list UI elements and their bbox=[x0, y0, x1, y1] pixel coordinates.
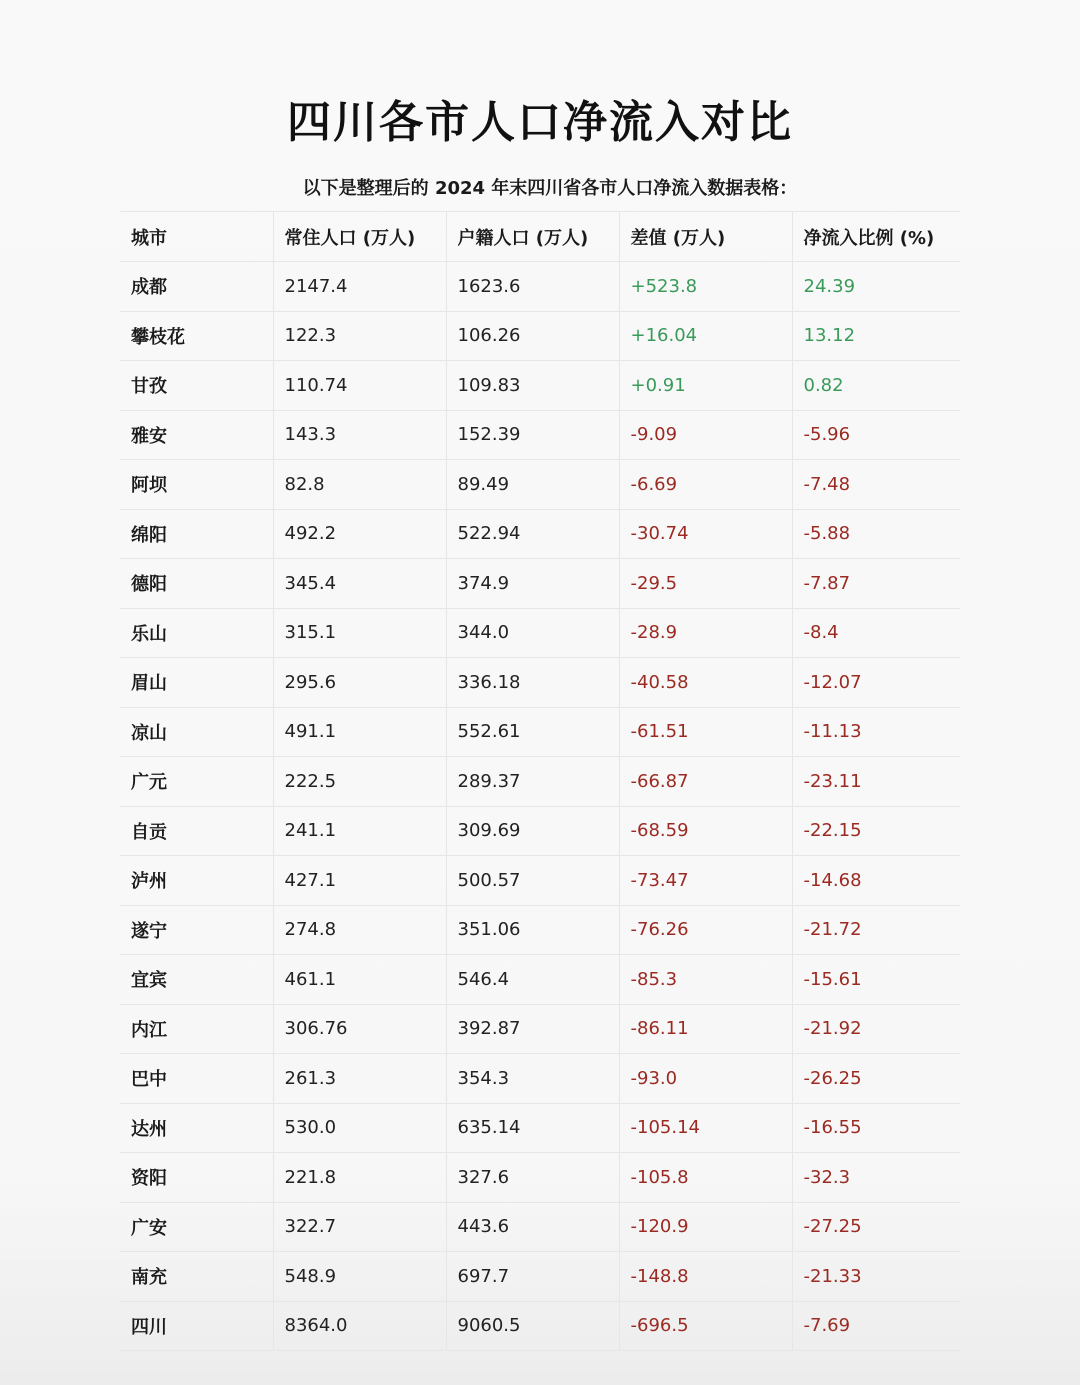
city-cell: 南充 bbox=[120, 1252, 273, 1302]
registered-population-cell: 336.18 bbox=[446, 658, 619, 708]
city-cell: 眉山 bbox=[120, 658, 273, 708]
resident-population-cell: 315.1 bbox=[273, 608, 446, 658]
city-cell: 甘孜 bbox=[120, 361, 273, 411]
registered-population-cell: 152.39 bbox=[446, 410, 619, 460]
table-row bbox=[120, 955, 960, 1005]
city-cell: 广安 bbox=[120, 1202, 273, 1252]
page-subtitle: 以下是整理后的 2024 年末四川省各市人口净流入数据表格： bbox=[302, 178, 798, 199]
net-inflow-ratio-cell: 0.82 bbox=[792, 361, 960, 411]
resident-population-cell: 492.2 bbox=[273, 509, 446, 559]
table-row bbox=[120, 1252, 960, 1302]
resident-population-cell: 530.0 bbox=[273, 1103, 446, 1153]
difference-cell: +16.04 bbox=[619, 311, 792, 361]
registered-population-cell: 546.4 bbox=[446, 955, 619, 1005]
registered-population-cell: 344.0 bbox=[446, 608, 619, 658]
resident-population-cell: 2147.4 bbox=[273, 262, 446, 312]
city-cell: 雅安 bbox=[120, 410, 273, 460]
resident-population-cell: 345.4 bbox=[273, 559, 446, 609]
resident-population-cell: 82.8 bbox=[273, 460, 446, 510]
registered-population-cell: 500.57 bbox=[446, 856, 619, 906]
difference-cell: -105.14 bbox=[619, 1103, 792, 1153]
resident-population-cell: 322.7 bbox=[273, 1202, 446, 1252]
registered-population-cell: 443.6 bbox=[446, 1202, 619, 1252]
difference-cell: -29.5 bbox=[619, 559, 792, 609]
table-row bbox=[120, 1153, 960, 1203]
difference-cell: +0.91 bbox=[619, 361, 792, 411]
net-inflow-ratio-cell: -7.69 bbox=[792, 1301, 960, 1351]
resident-population-cell: 274.8 bbox=[273, 905, 446, 955]
resident-population-cell: 122.3 bbox=[273, 311, 446, 361]
difference-cell: -68.59 bbox=[619, 806, 792, 856]
city-cell: 乐山 bbox=[120, 608, 273, 658]
table-row bbox=[120, 856, 960, 906]
resident-population-cell: 427.1 bbox=[273, 856, 446, 906]
net-inflow-ratio-cell: -7.87 bbox=[792, 559, 960, 609]
registered-population-cell: 552.61 bbox=[446, 707, 619, 757]
city-cell: 自贡 bbox=[120, 806, 273, 856]
difference-cell: -76.26 bbox=[619, 905, 792, 955]
difference-cell: -696.5 bbox=[619, 1301, 792, 1351]
net-inflow-ratio-cell: -16.55 bbox=[792, 1103, 960, 1153]
difference-cell: -86.11 bbox=[619, 1004, 792, 1054]
registered-population-cell: 327.6 bbox=[446, 1153, 619, 1203]
difference-cell: +523.8 bbox=[619, 262, 792, 312]
header-resident-population: 常住人口 (万人) bbox=[273, 212, 446, 262]
resident-population-cell: 221.8 bbox=[273, 1153, 446, 1203]
registered-population-cell: 309.69 bbox=[446, 806, 619, 856]
table-row bbox=[120, 608, 960, 658]
header-difference: 差值 (万人) bbox=[619, 212, 792, 262]
net-inflow-ratio-cell: -21.72 bbox=[792, 905, 960, 955]
city-cell: 广元 bbox=[120, 757, 273, 807]
population-table bbox=[120, 211, 960, 1351]
registered-population-cell: 9060.5 bbox=[446, 1301, 619, 1351]
table-row bbox=[120, 658, 960, 708]
registered-population-cell: 106.26 bbox=[446, 311, 619, 361]
difference-cell: -9.09 bbox=[619, 410, 792, 460]
net-inflow-ratio-cell: 24.39 bbox=[792, 262, 960, 312]
difference-cell: -105.8 bbox=[619, 1153, 792, 1203]
city-cell: 绵阳 bbox=[120, 509, 273, 559]
registered-population-cell: 392.87 bbox=[446, 1004, 619, 1054]
header-row bbox=[120, 212, 960, 262]
registered-population-cell: 697.7 bbox=[446, 1252, 619, 1302]
city-cell: 内江 bbox=[120, 1004, 273, 1054]
resident-population-cell: 241.1 bbox=[273, 806, 446, 856]
net-inflow-ratio-cell: -22.15 bbox=[792, 806, 960, 856]
table-body bbox=[120, 262, 960, 1351]
net-inflow-ratio-cell: -21.92 bbox=[792, 1004, 960, 1054]
difference-cell: -85.3 bbox=[619, 955, 792, 1005]
net-inflow-ratio-cell: -5.88 bbox=[792, 509, 960, 559]
net-inflow-ratio-cell: -23.11 bbox=[792, 757, 960, 807]
net-inflow-ratio-cell: -8.4 bbox=[792, 608, 960, 658]
city-cell: 泸州 bbox=[120, 856, 273, 906]
registered-population-cell: 522.94 bbox=[446, 509, 619, 559]
difference-cell: -40.58 bbox=[619, 658, 792, 708]
city-cell: 宜宾 bbox=[120, 955, 273, 1005]
net-inflow-ratio-cell: 13.12 bbox=[792, 311, 960, 361]
table-row bbox=[120, 1103, 960, 1153]
registered-population-cell: 89.49 bbox=[446, 460, 619, 510]
page-title: 四川各市人口净流入对比 bbox=[287, 97, 793, 148]
registered-population-cell: 1623.6 bbox=[446, 262, 619, 312]
city-cell: 资阳 bbox=[120, 1153, 273, 1203]
resident-population-cell: 261.3 bbox=[273, 1054, 446, 1104]
city-cell: 攀枝花 bbox=[120, 311, 273, 361]
net-inflow-ratio-cell: -14.68 bbox=[792, 856, 960, 906]
table-row bbox=[120, 559, 960, 609]
difference-cell: -30.74 bbox=[619, 509, 792, 559]
table-row bbox=[120, 311, 960, 361]
net-inflow-ratio-cell: -5.96 bbox=[792, 410, 960, 460]
net-inflow-ratio-cell: -11.13 bbox=[792, 707, 960, 757]
registered-population-cell: 289.37 bbox=[446, 757, 619, 807]
difference-cell: -120.9 bbox=[619, 1202, 792, 1252]
net-inflow-ratio-cell: -7.48 bbox=[792, 460, 960, 510]
city-cell: 凉山 bbox=[120, 707, 273, 757]
resident-population-cell: 491.1 bbox=[273, 707, 446, 757]
resident-population-cell: 548.9 bbox=[273, 1252, 446, 1302]
table-row bbox=[120, 707, 960, 757]
difference-cell: -6.69 bbox=[619, 460, 792, 510]
difference-cell: -61.51 bbox=[619, 707, 792, 757]
table-row bbox=[120, 1004, 960, 1054]
table-row bbox=[120, 757, 960, 807]
difference-cell: -28.9 bbox=[619, 608, 792, 658]
resident-population-cell: 8364.0 bbox=[273, 1301, 446, 1351]
table-row bbox=[120, 410, 960, 460]
net-inflow-ratio-cell: -26.25 bbox=[792, 1054, 960, 1104]
net-inflow-ratio-cell: -27.25 bbox=[792, 1202, 960, 1252]
net-inflow-ratio-cell: -32.3 bbox=[792, 1153, 960, 1203]
city-cell: 遂宁 bbox=[120, 905, 273, 955]
table-row bbox=[120, 1054, 960, 1104]
city-cell: 巴中 bbox=[120, 1054, 273, 1104]
header-registered-population: 户籍人口 (万人) bbox=[446, 212, 619, 262]
registered-population-cell: 109.83 bbox=[446, 361, 619, 411]
table-header bbox=[120, 212, 960, 262]
table-row bbox=[120, 905, 960, 955]
net-inflow-ratio-cell: -12.07 bbox=[792, 658, 960, 708]
difference-cell: -73.47 bbox=[619, 856, 792, 906]
net-inflow-ratio-cell: -21.33 bbox=[792, 1252, 960, 1302]
table-row bbox=[120, 509, 960, 559]
data-table-container bbox=[120, 211, 960, 1351]
city-cell: 达州 bbox=[120, 1103, 273, 1153]
resident-population-cell: 222.5 bbox=[273, 757, 446, 807]
header-city: 城市 bbox=[120, 212, 273, 262]
resident-population-cell: 306.76 bbox=[273, 1004, 446, 1054]
city-cell: 阿坝 bbox=[120, 460, 273, 510]
net-inflow-ratio-cell: -15.61 bbox=[792, 955, 960, 1005]
city-cell: 四川 bbox=[120, 1301, 273, 1351]
header-net-inflow-ratio: 净流入比例 (%) bbox=[792, 212, 960, 262]
registered-population-cell: 374.9 bbox=[446, 559, 619, 609]
difference-cell: -148.8 bbox=[619, 1252, 792, 1302]
table-row bbox=[120, 361, 960, 411]
table-row bbox=[120, 1301, 960, 1351]
table-row bbox=[120, 262, 960, 312]
city-cell: 德阳 bbox=[120, 559, 273, 609]
table-row bbox=[120, 460, 960, 510]
table-row bbox=[120, 806, 960, 856]
registered-population-cell: 635.14 bbox=[446, 1103, 619, 1153]
registered-population-cell: 354.3 bbox=[446, 1054, 619, 1104]
table-row bbox=[120, 1202, 960, 1252]
resident-population-cell: 295.6 bbox=[273, 658, 446, 708]
registered-population-cell: 351.06 bbox=[446, 905, 619, 955]
city-cell: 成都 bbox=[120, 262, 273, 312]
difference-cell: -93.0 bbox=[619, 1054, 792, 1104]
resident-population-cell: 143.3 bbox=[273, 410, 446, 460]
resident-population-cell: 110.74 bbox=[273, 361, 446, 411]
resident-population-cell: 461.1 bbox=[273, 955, 446, 1005]
difference-cell: -66.87 bbox=[619, 757, 792, 807]
